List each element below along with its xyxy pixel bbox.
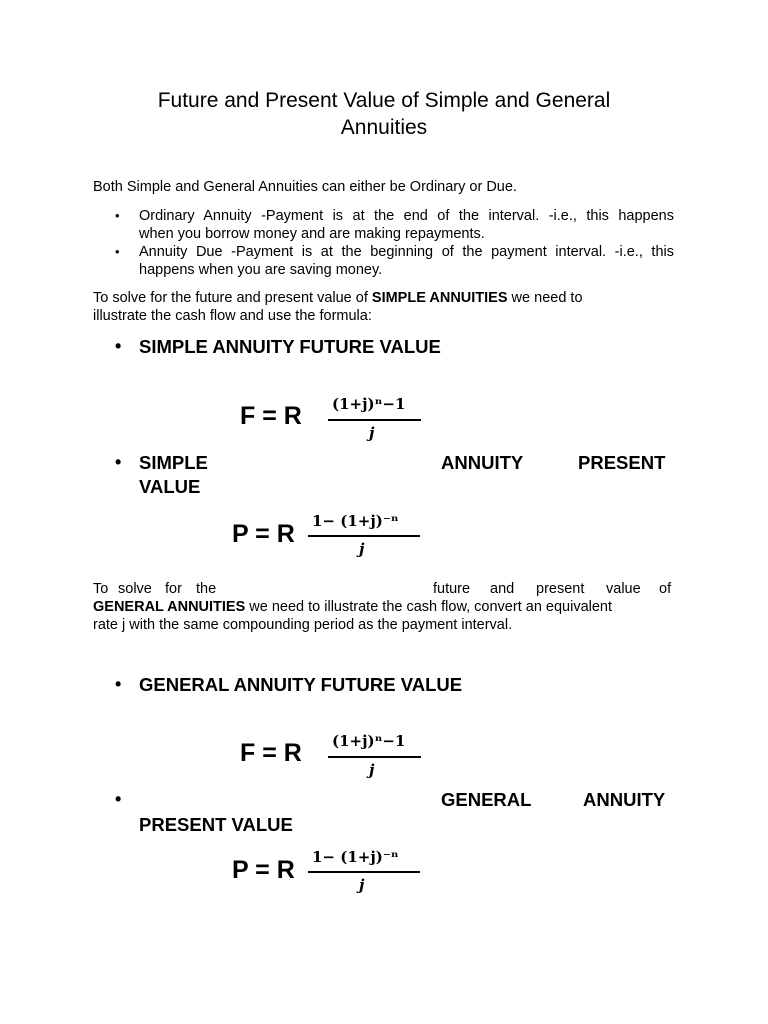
formula-numerator: (1+j)ⁿ−1 xyxy=(332,732,406,750)
formula-numerator: 1− (1+j)⁻ⁿ xyxy=(312,512,399,530)
formula-general-present-value xyxy=(232,844,432,902)
general-para-word-5: future xyxy=(433,581,471,597)
general-paragraph-line-2-rest: we need to illustrate the cash flow, convert an equivalent xyxy=(245,599,613,615)
fraction-bar xyxy=(308,535,420,537)
heading-simple-pv-word-3: PRESENT xyxy=(578,452,666,473)
formula-lhs: P = R xyxy=(232,520,295,548)
annuity-due-line-2: happens when you are saving money. xyxy=(139,262,383,278)
general-para-word-3: for xyxy=(165,581,182,597)
formula-lhs: F = R xyxy=(240,402,302,430)
bullet-general-fv: • xyxy=(115,674,122,694)
formula-denominator: j xyxy=(369,424,375,442)
document-title-line-1: Future and Present Value of Simple and General xyxy=(157,89,611,112)
formula-denominator: j xyxy=(369,761,375,779)
formula-numerator: (1+j)ⁿ−1 xyxy=(332,395,406,413)
heading-simple-pv-word-4: VALUE xyxy=(139,476,201,497)
simple-paragraph-line-2: illustrate the cash flow and use the formula: xyxy=(93,308,372,324)
general-para-word-8: value xyxy=(606,581,641,597)
heading-general-pv-word-1: GENERAL xyxy=(441,789,532,810)
ordinary-annuity-line-2: when you borrow money and are making repayments. xyxy=(139,226,485,242)
bullet-due: • xyxy=(115,244,120,259)
simple-paragraph-post: we need to xyxy=(507,290,583,306)
bullet-general-pv: • xyxy=(115,789,122,809)
bullet-simple-pv: • xyxy=(115,452,122,472)
general-para-word-4: the xyxy=(196,581,217,597)
bullet-ordinary: • xyxy=(115,208,120,223)
general-para-word-1: To xyxy=(93,581,109,597)
formula-simple-present-value xyxy=(232,508,432,566)
heading-general-future-value: GENERAL ANNUITY FUTURE VALUE xyxy=(139,674,463,695)
general-para-word-6: and xyxy=(490,581,515,597)
general-para-word-9: of xyxy=(659,581,672,597)
intro-paragraph: Both Simple and General Annuities can either be Ordinary or Due. xyxy=(93,179,517,195)
simple-paragraph-pre: To solve for the future and present value of xyxy=(93,290,372,306)
ordinary-annuity-line-1: Ordinary Annuity -Payment is at the end of the interval. -i.e., this happens xyxy=(139,208,674,224)
heading-simple-future-value: SIMPLE ANNUITY FUTURE VALUE xyxy=(139,336,441,357)
fraction-bar xyxy=(328,419,421,421)
heading-general-pv-word-2: ANNUITY xyxy=(583,789,666,810)
general-annuities-term: GENERAL ANNUITIES xyxy=(93,599,246,615)
heading-general-pv-word-3: PRESENT VALUE xyxy=(139,814,293,835)
formula-simple-future-value xyxy=(240,392,430,450)
general-para-word-7: present xyxy=(536,581,585,597)
general-para-word-2: solve xyxy=(118,581,152,597)
fraction-bar xyxy=(328,756,421,758)
general-paragraph-line-2 xyxy=(93,598,612,616)
formula-denominator: j xyxy=(359,876,365,894)
formula-lhs: P = R xyxy=(232,856,295,884)
bullet-simple-fv: • xyxy=(115,336,122,356)
formula-numerator: 1− (1+j)⁻ⁿ xyxy=(312,848,399,866)
heading-simple-pv-word-1: SIMPLE xyxy=(139,452,208,473)
heading-simple-pv-word-2: ANNUITY xyxy=(441,452,524,473)
formula-general-future-value xyxy=(240,729,430,787)
formula-lhs: F = R xyxy=(240,739,302,767)
document-title-line-2: Annuities xyxy=(340,116,428,139)
simple-annuities-term: SIMPLE ANNUITIES xyxy=(371,290,508,306)
annuity-due-line-1: Annuity Due -Payment is at the beginning of the payment interval. -i.e., this xyxy=(139,244,674,260)
fraction-bar xyxy=(308,871,420,873)
formula-denominator: j xyxy=(359,540,365,558)
simple-paragraph-line-1 xyxy=(93,289,675,307)
general-paragraph-line-3: rate j with the same compounding period as the payment interval. xyxy=(93,617,513,633)
